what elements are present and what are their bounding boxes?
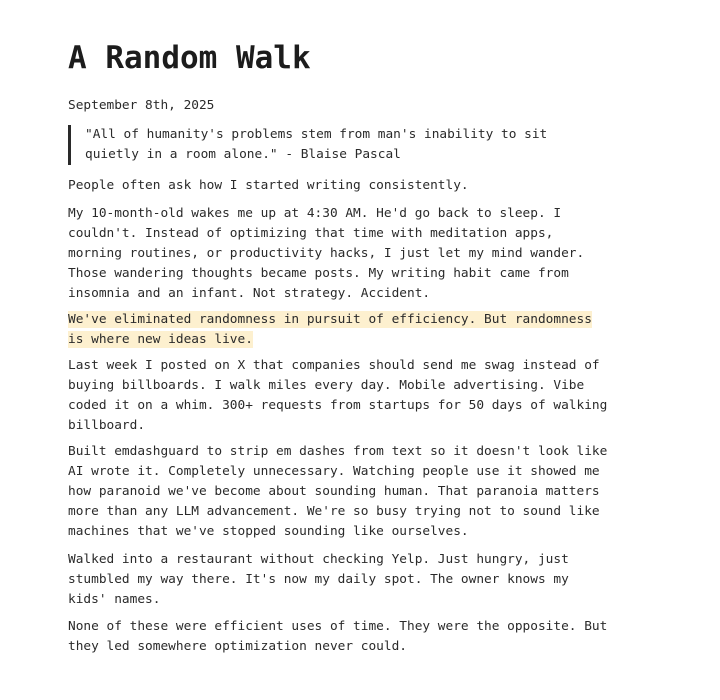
paragraph-line: Built emdashguard to strip em dashes from text so it doesn't look like [68, 444, 608, 459]
paragraph-line: buying billboards. I walk miles every day. Mobile advertising. Vibe [68, 378, 585, 393]
paragraph-line: morning routines, or productivity hacks, I just let my mind wander. [68, 246, 585, 261]
paragraph-emdashguard [68, 442, 668, 542]
article-title: A Random Walk [68, 40, 311, 76]
paragraph-line: more than any LLM advancement. We're so busy trying not to sound like [68, 504, 600, 519]
epigraph-quote [68, 125, 645, 165]
paragraph-intro [68, 176, 668, 196]
highlighted-line-wrap [68, 310, 668, 330]
quote-line: "All of humanity's problems stem from man's inability to sit [85, 127, 548, 142]
paragraph-line: Those wandering thoughts became posts. My writing habit came from [68, 266, 569, 281]
highlighted-line: We've eliminated randomness in pursuit of efficiency. But randomness [68, 312, 592, 327]
paragraph-line: they led somewhere optimization never could. [68, 639, 407, 654]
paragraph-line: My 10-month-old wakes me up at 4:30 AM. He'd go back to sleep. I [68, 206, 562, 221]
paragraph-line: Walked into a restaurant without checking Yelp. Just hungry, just [68, 552, 569, 567]
paragraph-line: AI wrote it. Completely unnecessary. Watching people use it showed me [68, 464, 600, 479]
paragraph-line: machines that we've stopped sounding like ourselves. [68, 524, 469, 539]
paragraph-swag [68, 356, 668, 436]
paragraph-wakeup [68, 204, 668, 304]
quote-line: quietly in a room alone." - Blaise Pascal [85, 147, 401, 162]
paragraph-line: stumbled my way there. It's now my daily spot. The owner knows my [68, 572, 569, 587]
paragraph-line: couldn't. Instead of optimizing that time with meditation apps, [68, 226, 554, 241]
paragraph-line: People often ask how I started writing consistently. [68, 178, 469, 193]
publish-date: September 8th, 2025 [68, 98, 215, 113]
paragraph-line: coded it on a whim. 300+ requests from startups for 50 days of walking [68, 398, 608, 413]
highlighted-line-wrap [68, 330, 668, 350]
paragraph-line: billboard. [68, 418, 146, 433]
paragraph-line: kids' names. [68, 592, 161, 607]
paragraph-restaurant [68, 550, 668, 610]
paragraph-conclusion [68, 617, 668, 657]
highlighted-line: is where new ideas live. [68, 332, 253, 347]
highlighted-paragraph [68, 310, 668, 350]
paragraph-line: insomnia and an infant. Not strategy. Accident. [68, 286, 431, 301]
paragraph-line: Last week I posted on X that companies should send me swag instead of [68, 358, 600, 373]
paragraph-line: how paranoid we've become about sounding human. That paranoia matters [68, 484, 600, 499]
paragraph-line: None of these were efficient uses of time. They were the opposite. But [68, 619, 608, 634]
